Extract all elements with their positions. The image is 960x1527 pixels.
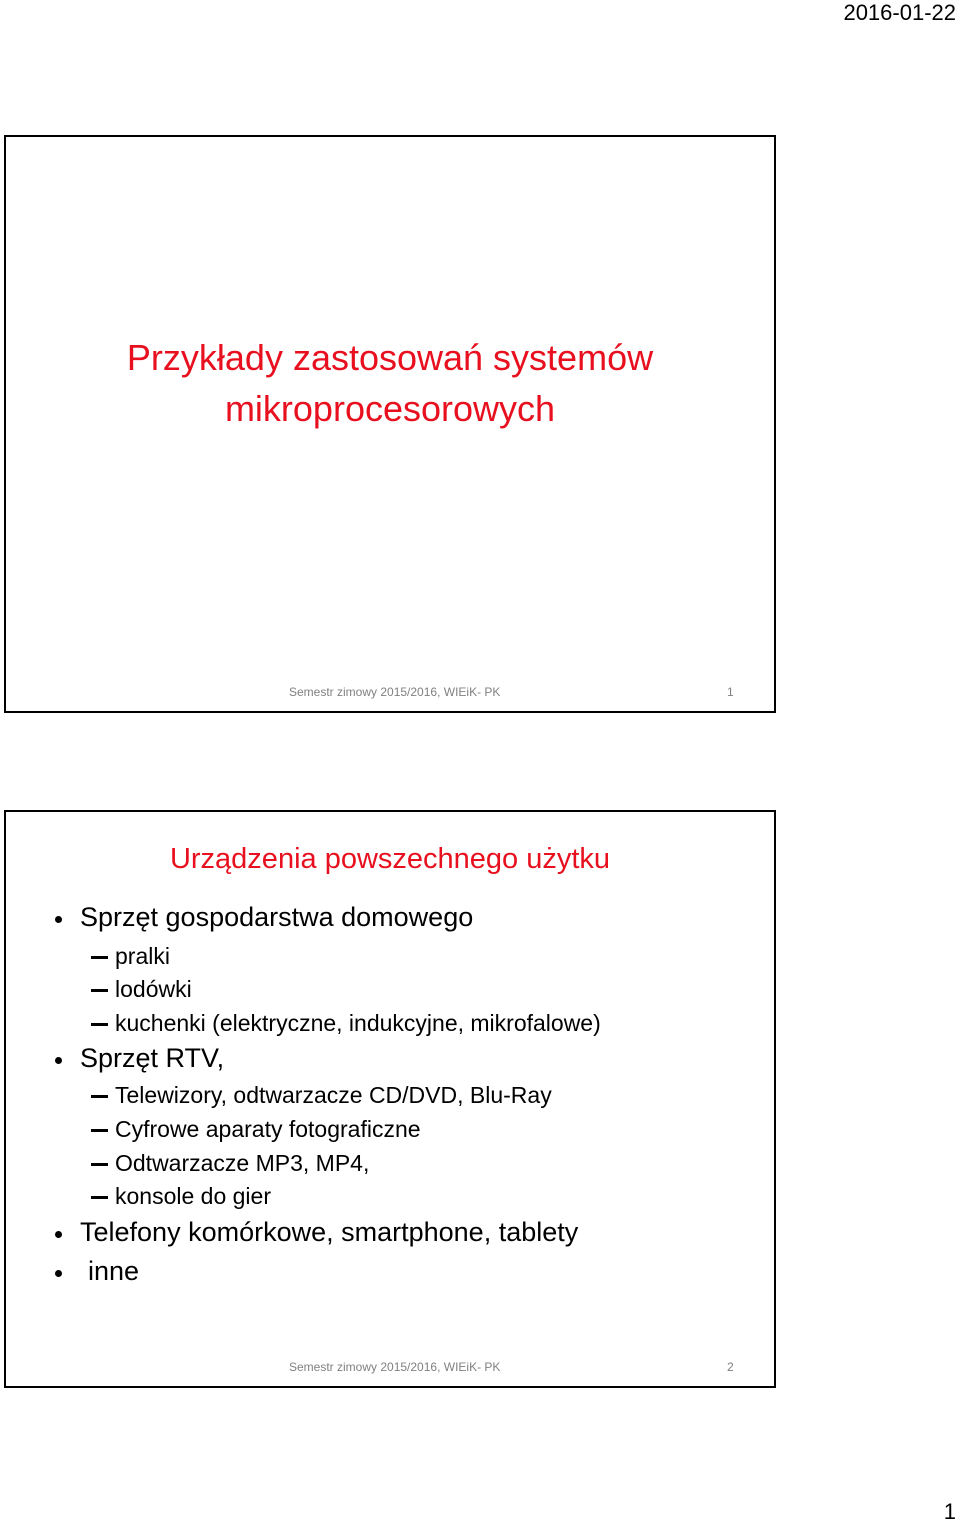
dash-icon xyxy=(91,1095,108,1098)
sub-bullet-text: pralki xyxy=(115,943,170,969)
slide-1 xyxy=(4,135,776,713)
slide-1-title-line-1: Przykłady zastosowań systemów xyxy=(126,337,654,378)
slide-1-title xyxy=(6,332,774,434)
dash-icon xyxy=(91,1196,108,1199)
bullet-dot-icon xyxy=(55,1270,62,1277)
bullet-text: Sprzęt RTV, xyxy=(80,1043,225,1073)
slide-1-footer: Semestr zimowy 2015/2016, WIEiK- PK xyxy=(289,685,501,699)
dash-icon xyxy=(91,1163,108,1166)
bullet-dot-icon xyxy=(55,916,62,923)
bullet-text: Telefony komórkowe, smartphone, tablety xyxy=(80,1217,579,1247)
sub-bullet-text: Odtwarzacze MP3, MP4, xyxy=(115,1150,370,1176)
slide-2 xyxy=(4,810,776,1388)
dash-icon xyxy=(91,1023,108,1026)
sub-bullet-text: Telewizory, odtwarzacze CD/DVD, Blu-Ray xyxy=(115,1082,552,1108)
page-number: 1 xyxy=(943,1499,956,1524)
bullet-dot-icon xyxy=(55,1057,62,1064)
sub-bullet-text: Cyfrowe aparaty fotograficzne xyxy=(115,1116,421,1142)
slide-2-number: 2 xyxy=(727,1360,734,1374)
bullet-text: Sprzęt gospodarstwa domowego xyxy=(80,902,474,932)
dash-icon xyxy=(91,1129,108,1132)
dash-icon xyxy=(91,989,108,992)
sub-bullet-text: lodówki xyxy=(115,976,192,1002)
bullet-dot-icon xyxy=(55,1231,62,1238)
sub-bullet-text: kuchenki (elektryczne, indukcyjne, mikrofalowe) xyxy=(115,1010,601,1036)
slide-1-title-line-2: mikroprocesorowych xyxy=(224,388,556,429)
bullet-text: inne xyxy=(88,1256,140,1286)
slide-1-number: 1 xyxy=(727,685,734,699)
sub-bullet-text: konsole do gier xyxy=(115,1183,271,1209)
slide-2-heading: Urządzenia powszechnego użytku xyxy=(169,843,611,875)
dash-icon xyxy=(91,956,108,959)
page-date: 2016-01-22 xyxy=(843,0,956,25)
slide-2-footer: Semestr zimowy 2015/2016, WIEiK- PK xyxy=(289,1360,501,1374)
